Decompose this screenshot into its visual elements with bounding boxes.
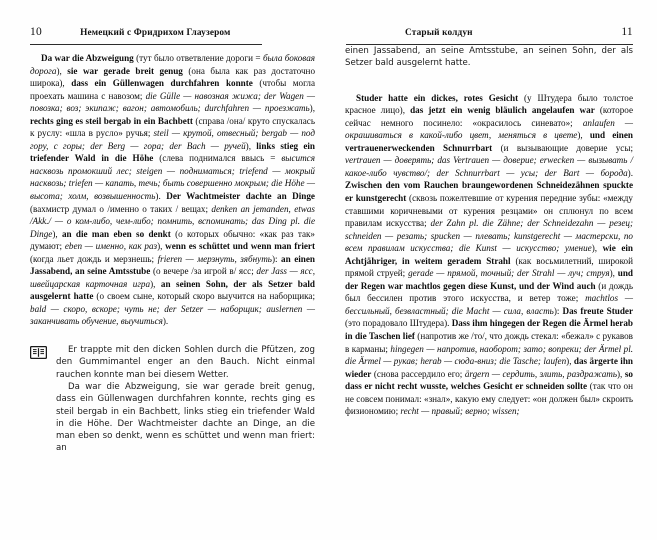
right-running-title: Старый колдун	[405, 28, 473, 38]
left-page-number: 10	[30, 26, 43, 38]
right-running-head	[345, 26, 633, 43]
right-page	[329, 0, 657, 540]
plain-german-paragraph-3: einen Jassabend, an seine Amtsstube, an seinen Sohn, der als Setzer bald ausgelernt hatte.	[345, 46, 633, 69]
left-running-title: Немецкий с Фридрихом Глаузером	[80, 28, 231, 38]
plain-german-paragraph-1: Er trappte mit den dicken Sohlen durch die Pfützen, zog den Gummimantel enger an den Bauch. Nicht einmal rauchen konnte man bei diesem Wetter.	[56, 345, 315, 380]
right-page-number: 11	[621, 26, 633, 38]
right-annotated-text	[345, 92, 633, 418]
open-book-icon	[30, 346, 47, 359]
left-header-rule	[30, 44, 262, 45]
annotated-paragraph: Studer hatte ein dickes, rotes Gesicht (у Штудера было толстое красное лицо), das jetzt ein wenig bläulich angelaufen war (которое сейчас немного посинело: «окрасилось синевато»; anlaufen — окрашиваться в какой-либо цвет, меняться в цвете), und einen vertrauenerweckenden Schnurrbart (и вызывающие доверие усы; vertrauen — доверять; das Vertrauen — доверие; erwecken — вызывать /какое-либо чувство/; der Schnurrbart — усы; der Bart — борода). Zwischen den vom Rauchen braungewordenen Schneidezähnen spuckte er kunstgerecht (сквозь пожелтевшие от курения передние зубы: «между ставшими коричневыми от курения резцами» он сплюнул по всем правилам искусства; der Zahn pl. die Zähne; der Schneidezahn — резец; schneiden — резать; spucken — плевать; kunstgerecht — мастерски, по всем правилам искусства; die Kunst — искусство; умение), wie ein Achtjähriger, in weitem geradem Strahl (как восьмилетний, широкой прямой струей; gerade — прямой, точный; der Strahl — луч; струя), und der Regen war machtlos gegen diese Kunst, und der Wind auch (и дождь был бессилен против этого искусства, и ветер тоже; machtlos — бессильный, безвластный; die Macht — сила, власть): Das freute Studer (это порадовало Штудера). Dass ihm hingegen der Regen die Ärmel herab in die Taschen lief (напротив же /то/, что дождь стекал: «бежал» с рукавов в карманы; hingegen — напротив, наоборот; зато; вопреки; der Ärmel pl. die Ärmel — рукав; herab — сюда-вниз; die Tasche; laufen), das ärgerte ihn wieder (снова рассердило его; ärgern — сердить, злить, раздражать), so dass er nicht recht wusste, welches Gesicht er schneiden sollte (так что он не совсем понимал: «знал», какую ему следует: «он должен был» скроить физиономию; recht — правый; верно; wissen;	[345, 92, 634, 417]
left-annotated-text	[30, 52, 315, 328]
annotated-paragraph: Da war die Abzweigung (тут было ответвление дороги = была боковая дорога), sie war gerade breit genug (она была как раз достаточно широка), dass ein Güllenwagen durchfahren konnte (чтобы могла проехать машина с навозом; die Gülle — навозная жижа; der Wagen — повозка; воз; экипаж; вагон; автомобиль; durchfahren — проезжать), rechts ging es steil bergab in ein Bachbett (справа /она/ круто спускалась к руслу: «шла в русло» ручья; steil — крутой, отвесный; bergab — под гору, с горы; der Berg — гора; der Bach — ручей), links stieg ein triefender Wald in die Höhe (слева поднимался ввысь = высится насквозь промокший лес; steigen — подниматься; triefend — мокрый насквозь; triefen — капать, течь; быть совершенно мокрым; die Höhe — высота; холм, возвышенность). Der Wachtmeister dachte an Dinge (вахмистр думал о /именно о таких / вещах; denken an jemanden, etwas /Akk./ — о ком-либо, чем-либо; помнить, вспоминать; das Ding pl. die Dinge), an die man eben so denkt (о которых обычно: «как раз так» думают; eben — именно, как раз), wenn es schüttet und wenn man friert (когда льет дождь и мерзнешь; frieren — мерзнуть, зябнуть): an einen Jassabend, an seine Amtsstube (о вечере /за игрой в/ ясс; der Jass — ясс, швейцарская карточная игра), an seinen Sohn, der als Setzer bald ausgelernt hatte (о своем сыне, который скоро выучится на наборщика; bald — скоро, вскоре; чуть не; der Setzer — наборщик; auslernen — заканчивать обучение, выучиться).	[30, 53, 316, 327]
left-running-head	[30, 26, 315, 43]
plain-german-continuation	[345, 45, 633, 70]
plain-german-block	[30, 344, 315, 455]
right-column-gap	[345, 70, 633, 85]
plain-german-paragraph-2: Da war die Abzweigung, sie war gerade breit genug, dass ein Güllenwagen durchfahren konnte, rechts ging es steil bergab in ein Bachbett, links stieg ein triefender Wald in die Höhe. Der Wachtmeister dachte an Dinge, an die man eben so denkt, wenn es schüttet und wenn man friert: an	[56, 381, 315, 454]
